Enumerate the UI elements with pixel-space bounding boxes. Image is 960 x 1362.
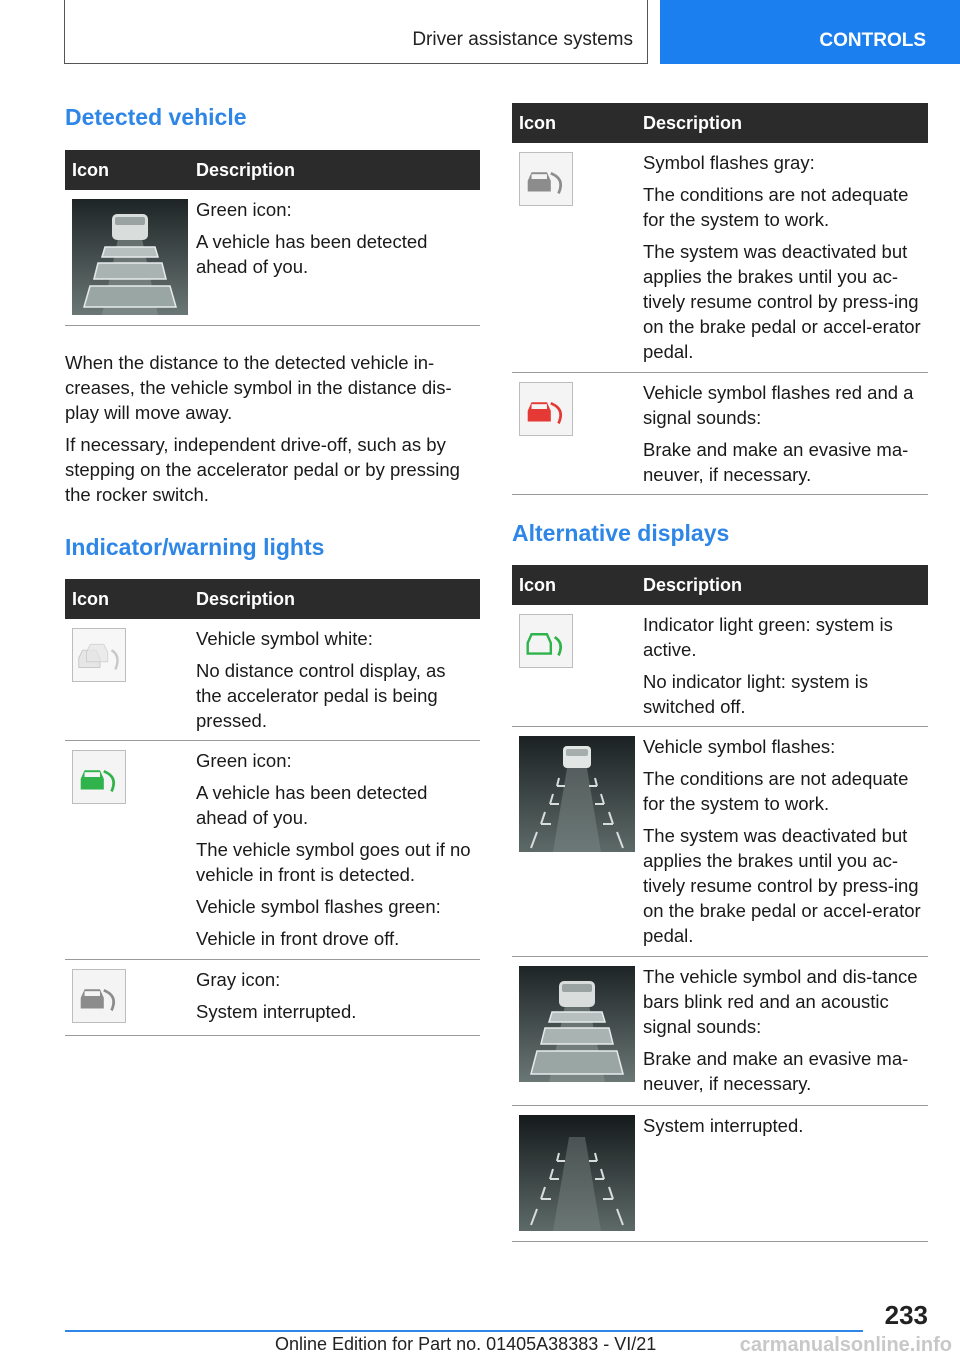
warning-continued-table [512, 103, 928, 495]
description-column-header: Description [643, 113, 743, 133]
row-description [643, 380, 924, 494]
right-column [512, 0, 928, 1250]
row-description [643, 964, 924, 1103]
desc-line: The conditions are not adequate for the system to work. [643, 768, 909, 814]
table-row [512, 373, 928, 495]
table-header [65, 150, 480, 190]
indicator-warning-heading: Indicator/warning lights [65, 534, 325, 560]
table-header [512, 103, 928, 143]
desc-line: The conditions are not adequate for the system to work. [643, 184, 909, 230]
table-row [65, 741, 480, 960]
row-description [196, 626, 476, 740]
vehicle-symbol-green-icon [72, 750, 126, 804]
table-row [65, 960, 480, 1036]
desc-line: A vehicle has been detected ahead of you. [196, 231, 428, 277]
desc-line: Vehicle symbol white: [196, 628, 373, 649]
table-row [512, 605, 928, 727]
road-interrupted-icon [519, 1115, 635, 1231]
desc-line: A vehicle has been detected ahead of you. [196, 782, 428, 828]
icon-column-header: Icon [72, 160, 110, 180]
indicator-warning-table [65, 579, 480, 1036]
description-column-header: Description [196, 160, 296, 180]
table-row [512, 143, 928, 373]
desc-line: Gray icon: [196, 969, 281, 990]
icon-column-header: Icon [519, 575, 557, 595]
vehicle-symbol-gray-icon [519, 152, 573, 206]
paragraph: If necessary, independent drive-off, such as by stepping on the accelerator pedal or by pressing the rocker switch. [65, 434, 460, 505]
desc-line: The system was deactivated but applies the brakes until you ac-tively resume control by press-ing on the brake pedal or accel-erator pedal. [643, 241, 921, 362]
desc-line: Brake and make an evasive ma-neuver, if necessary. [643, 439, 909, 485]
description-column-header: Description [643, 575, 743, 595]
desc-line: Indicator light green: system is active. [643, 614, 893, 660]
vehicle-outline-green-icon [519, 614, 573, 668]
desc-line: System interrupted. [196, 1001, 357, 1022]
controls-tab-label: CONTROLS [819, 30, 926, 51]
desc-line: Symbol flashes gray: [643, 152, 815, 173]
desc-line: Brake and make an evasive ma-neuver, if necessary. [643, 1048, 909, 1094]
vehicle-symbol-gray-icon [72, 969, 126, 1023]
desc-line: The vehicle symbol and dis-tance bars blink red and an acoustic signal sounds: [643, 966, 918, 1037]
row-description [643, 1113, 924, 1145]
row-description [196, 748, 476, 958]
detected-vehicle-heading: Detected vehicle [65, 104, 247, 130]
desc-line: The vehicle symbol goes out if no vehicle in front is detected. [196, 839, 471, 885]
section-title: Driver assistance systems [412, 29, 633, 50]
table-row [512, 1106, 928, 1242]
row-description [196, 197, 476, 286]
desc-line: Green icon: [196, 199, 292, 220]
table-header [512, 565, 928, 605]
distance-display-icon [72, 199, 188, 315]
body-text [65, 350, 480, 514]
desc-line: Vehicle symbol flashes: [643, 736, 836, 757]
desc-line: No indicator light: system is switched off. [643, 671, 869, 717]
footer-divider [65, 1330, 863, 1332]
row-description [643, 734, 924, 955]
table-row [65, 190, 480, 326]
desc-line: Green icon: [196, 750, 292, 771]
desc-line: Vehicle in front drove off. [196, 928, 400, 949]
description-column-header: Description [196, 589, 296, 609]
desc-line: No distance control display, as the accelerator pedal is being pressed. [196, 660, 446, 731]
detected-vehicle-table [65, 150, 480, 326]
page-number: 233 [884, 1300, 928, 1330]
icon-column-header: Icon [519, 113, 557, 133]
vehicle-symbol-white-icon [72, 628, 126, 682]
table-header [65, 579, 480, 619]
edition-text: Online Edition for Part no. 01405A38383 - VI/21 [275, 1334, 657, 1354]
table-row [512, 727, 928, 957]
desc-line: System interrupted. [643, 1115, 804, 1136]
row-description [643, 612, 924, 726]
alternative-displays-heading: Alternative displays [512, 520, 730, 546]
desc-line: Vehicle symbol flashes green: [196, 896, 441, 917]
table-row [65, 619, 480, 741]
road-distance-bars-icon [519, 966, 635, 1082]
row-description [196, 967, 476, 1031]
icon-column-header: Icon [72, 589, 110, 609]
table-row [512, 957, 928, 1106]
alternative-displays-table [512, 565, 928, 1242]
road-vehicle-flashing-icon [519, 736, 635, 852]
desc-line: Vehicle symbol flashes red and a signal sounds: [643, 382, 914, 428]
desc-line: The system was deactivated but applies the brakes until you ac-tively resume control by press-ing on the brake pedal or accel-erator pedal. [643, 825, 921, 946]
row-description [643, 150, 924, 371]
vehicle-symbol-red-icon [519, 382, 573, 436]
watermark: carmanualsonline.info [739, 1334, 952, 1356]
left-column [65, 0, 480, 1100]
paragraph: When the distance to the detected vehicle in-creases, the vehicle symbol in the distance dis-play will move away. [65, 352, 452, 423]
